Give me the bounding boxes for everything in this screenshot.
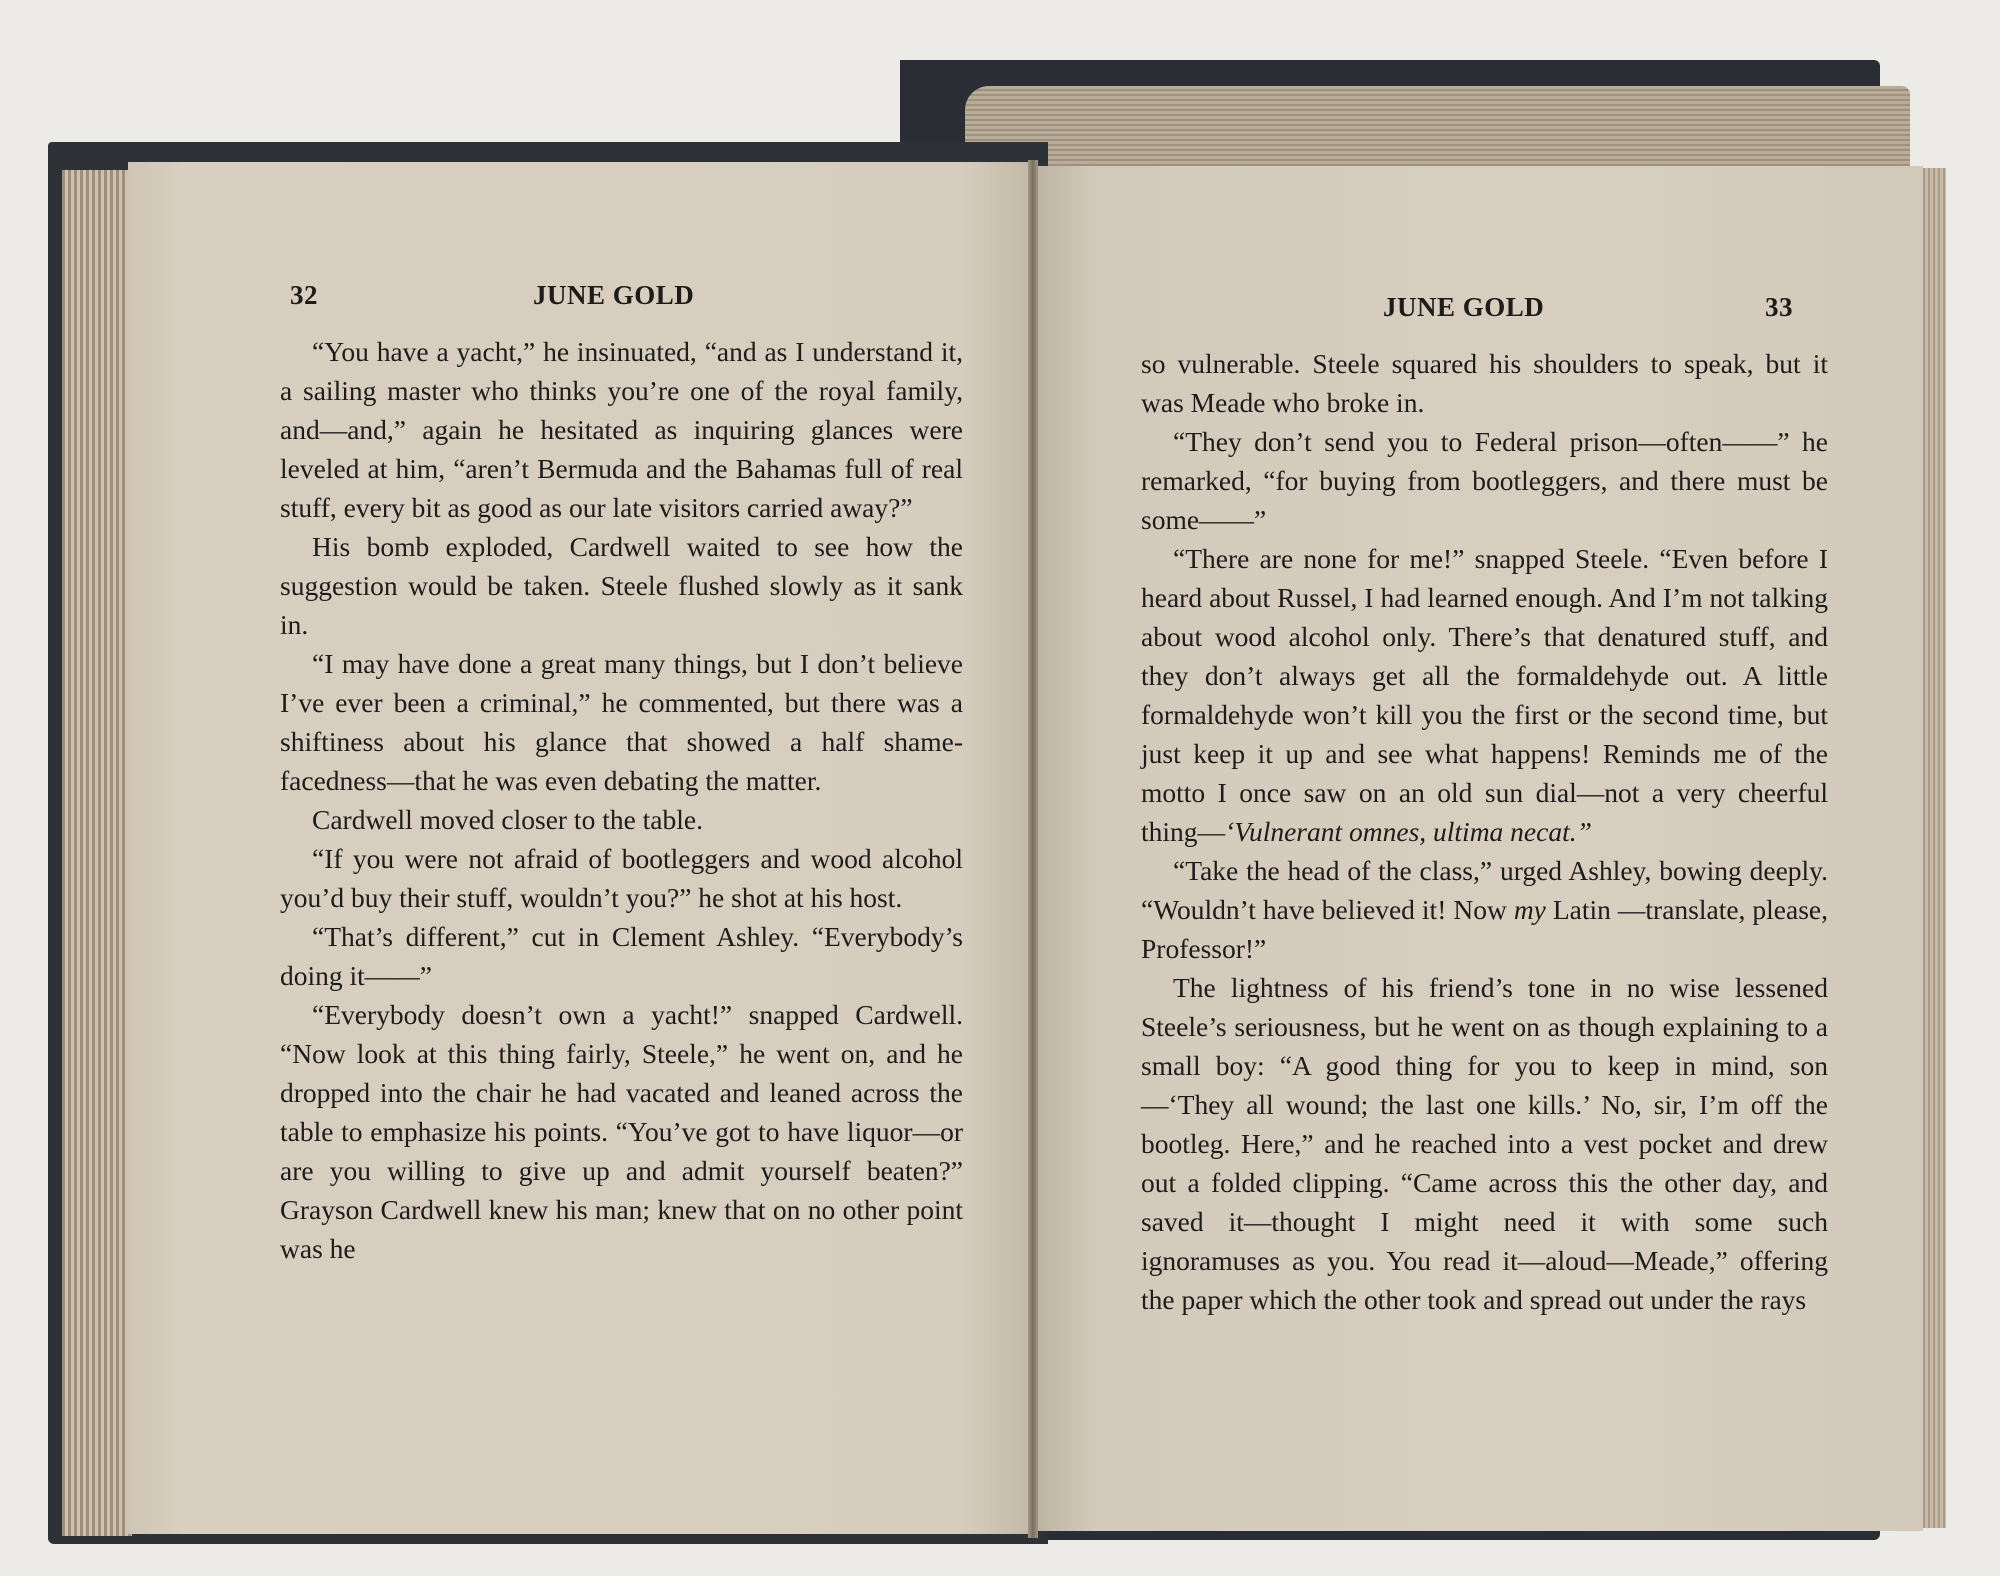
paragraph-text: “Take the head of the class,” urged Ashley, bowing deeply. “Wouldn’t have believed it! Now — [1141, 855, 1828, 925]
paragraph: so vulnerable. Steele squared his shoulders to speak, but it was Meade who broke in. — [1141, 348, 1828, 418]
running-head: JUNE GOLD — [533, 280, 695, 310]
page-number: 32 — [290, 280, 318, 310]
running-head: JUNE GOLD — [1383, 292, 1545, 322]
body-text — [1141, 344, 1828, 1319]
paragraph: “I may have done a great many things, but I don’t believe I’ve ever been a criminal,” he commented, but there was a shiftiness about his glance that showed a half shame-facedness—that he was even debating the matter. — [280, 648, 963, 796]
body-text — [280, 332, 963, 1268]
page-number: 33 — [1765, 292, 1793, 322]
paragraph: “That’s different,” cut in Clement Ashley. “Everybody’s doing it——” — [280, 921, 963, 991]
paragraph: The lightness of his friend’s tone in no wise lessened Steele’s seriousness, but he went on as though explaining to a small boy: “A good thing for you to keep in mind, son—‘They all wound; the last one kills.’ No, sir, I’m off the bootleg. Here,” and he reached into a vest pocket and drew out a folded clipping. “Came across this the other day, and saved it—thought I might need it with some such ignoramuses as you. You read it—aloud—Meade,” offering the paper which the other took and spread out under the rays — [1141, 972, 1828, 1315]
paragraph: “Everybody doesn’t own a yacht!” snapped Cardwell. “Now look at this thing fairly, Steele,” he went on, and he dropped into the chair he had vacated and leaned across the table to emphasize his points. “You’ve got to have liquor—or are you willing to give up and admit yourself beaten?” Grayson Cardwell knew his man; knew that on no other point was he — [280, 999, 963, 1264]
latin-motto: ‘Vulnerant omnes, ultima necat.” — [1225, 816, 1592, 847]
left-page — [128, 162, 1033, 1534]
paragraph: His bomb exploded, Cardwell waited to see how the suggestion would be taken. Steele flushed slowly as it sank in. — [280, 531, 963, 640]
paragraph — [1141, 851, 1828, 968]
book-gutter — [1028, 160, 1038, 1538]
page-block-right-edge — [1920, 168, 1946, 1528]
page-block-top-edge — [965, 86, 1910, 168]
paragraph-text: “There are none for me!” snapped Steele. “Even before I heard about Russel, I had learned enough. And I’m not talking about wood alcohol only. There’s that denatured stuff, and they don’t always get all the formaldehyde out. A little formaldehyde won’t kill you the first or the second time, but just keep it up and see what happens! Reminds me of the motto I once saw on an old sun dial—not a very cheerful thing— — [1141, 543, 1828, 847]
paragraph-text: Latin —translate, please, Professor!” — [1141, 894, 1828, 964]
paragraph: “If you were not afraid of bootleggers and wood alcohol you’d buy their stuff, wouldn’t you?” he shot at his host. — [280, 843, 963, 913]
right-page — [1035, 166, 1923, 1531]
page-block-left-edge — [62, 170, 132, 1536]
paragraph: “They don’t send you to Federal prison—often——” he remarked, “for buying from bootleggers, and there must be some——” — [1141, 426, 1828, 535]
emphasis: my — [1513, 894, 1546, 925]
paragraph: “You have a yacht,” he insinuated, “and as I understand it, a sailing master who thinks you’re one of the royal family, and—and,” again he hesitated as inquiring glances were leveled at him, “aren’t Bermuda and the Bahamas full of real stuff, every bit as good as our late visitors carried away?” — [280, 336, 963, 523]
paragraph — [1141, 539, 1828, 851]
paragraph: Cardwell moved closer to the table. — [312, 804, 703, 835]
